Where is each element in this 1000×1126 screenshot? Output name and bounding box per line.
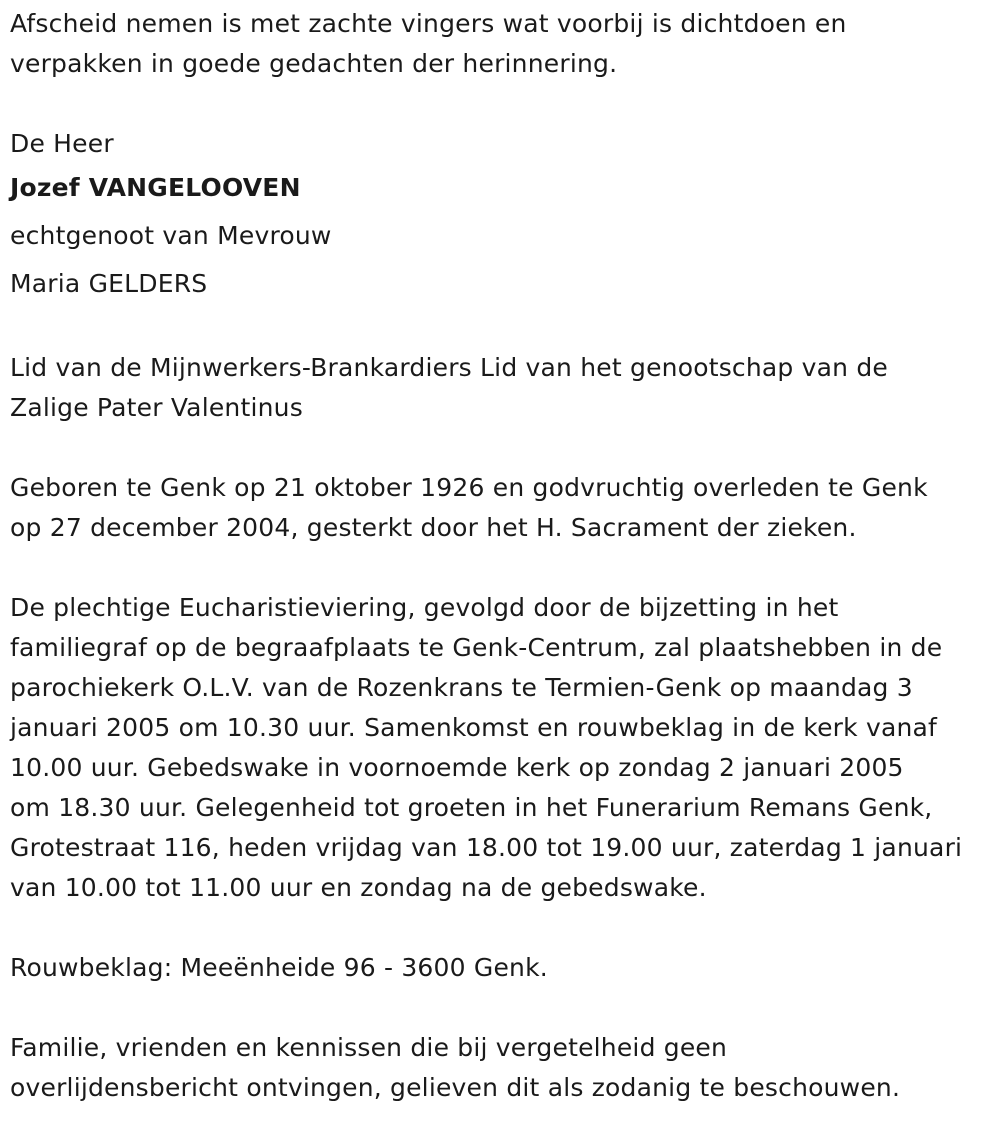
ceremony-line: van 10.00 tot 11.00 uur en zondag na de gebedswake. <box>10 873 707 902</box>
spouse-name: Maria GELDERS <box>10 269 208 298</box>
membership-paragraph <box>10 348 995 428</box>
birth-death-paragraph <box>10 468 995 548</box>
condolence-address: Rouwbeklag: Meeënheide 96 - 3600 Genk. <box>10 953 548 982</box>
deceased-name: Jozef VANGELOOVEN <box>10 173 301 202</box>
closing-paragraph <box>10 1028 995 1108</box>
paragraph-spacer <box>10 428 995 468</box>
closing-line: Familie, vrienden en kennissen die bij vergetelheid geen <box>10 1033 728 1062</box>
closing-line: overlijdensbericht ontvingen, gelieven dit als zodanig te beschouwen. <box>10 1073 901 1102</box>
ceremony-line: Grotestraat 116, heden vrijdag van 18.00 tot 19.00 uur, zaterdag 1 januari <box>10 833 963 862</box>
intro-quote-line: Afscheid nemen is met zachte vingers wat voorbij is dichtdoen en <box>10 9 847 38</box>
birth-death-line: op 27 december 2004, gesterkt door het H. Sacrament der zieken. <box>10 513 857 542</box>
ceremony-line: De plechtige Eucharistieviering, gevolgd door de bijzetting in het <box>10 593 839 622</box>
membership-line: Zalige Pater Valentinus <box>10 393 303 422</box>
paragraph-spacer <box>10 548 995 588</box>
ceremony-line: parochiekerk O.L.V. van de Rozenkrans te Termien-Genk op maandag 3 <box>10 673 913 702</box>
ceremony-line: januari 2005 om 10.30 uur. Samenkomst en rouwbeklag in de kerk vanaf <box>10 713 938 742</box>
intro-quote-line: verpakken in goede gedachten der herinnering. <box>10 49 618 78</box>
ceremony-line: familiegraf op de begraafplaats te Genk-Centrum, zal plaatshebben in de <box>10 633 943 662</box>
paragraph-spacer <box>10 84 995 124</box>
birth-death-line: Geboren te Genk op 21 oktober 1926 en godvruchtig overleden te Genk <box>10 473 928 502</box>
ceremony-paragraph <box>10 588 995 908</box>
membership-line: Lid van de Mijnwerkers-Brankardiers Lid van het genootschap van de <box>10 353 889 382</box>
honorific-title: De Heer <box>10 129 114 158</box>
paragraph-spacer <box>10 988 995 1028</box>
ceremony-line: om 18.30 uur. Gelegenheid tot groeten in het Funerarium Remans Genk, <box>10 793 933 822</box>
intro-quote <box>10 4 995 84</box>
paragraph-spacer <box>10 308 995 348</box>
spouse-label: echtgenoot van Mevrouw <box>10 221 332 250</box>
ceremony-line: 10.00 uur. Gebedswake in voornoemde kerk op zondag 2 januari 2005 <box>10 753 904 782</box>
paragraph-spacer <box>10 908 995 948</box>
obituary-notice <box>10 4 995 1108</box>
